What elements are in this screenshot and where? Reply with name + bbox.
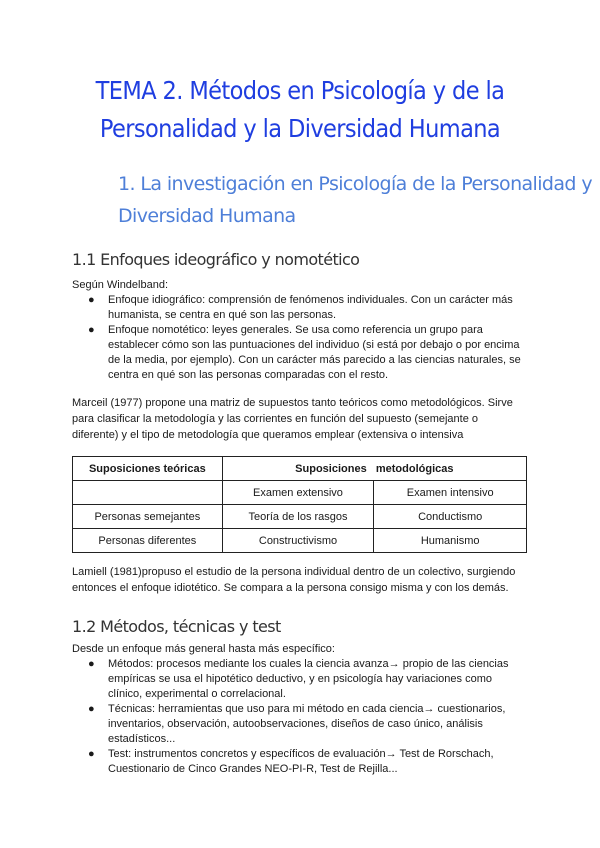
bullet-icon: ● — [88, 748, 95, 760]
subsection-1-2-heading: 1.2 Métodos, técnicas y test — [72, 617, 281, 636]
table-cell: Teoría de los rasgos — [222, 505, 374, 529]
table-cell-empty — [73, 481, 223, 505]
metodos-list — [72, 657, 532, 777]
lamiell-paragraph — [72, 564, 532, 596]
table-header-teoricas: Suposiciones teóricas — [73, 457, 223, 481]
table-row-label: Personas semejantes — [73, 505, 223, 529]
table-cell: Conductismo — [374, 505, 527, 529]
list-item-line: establecer cómo son las puntuaciones del individuo (si está por debajo o por encima — [108, 339, 520, 351]
subsection-1-2-intro: Desde un enfoque más general hasta más específico: — [72, 643, 335, 655]
marceil-paragraph — [72, 395, 532, 443]
paragraph-line: Marceil (1977) propone una matriz de supuestos tanto teóricos como metodológicos. Sirve — [72, 397, 513, 409]
paragraph-line: diferente) y el tipo de metodología que queramos emplear (extensiva o intensiva — [72, 429, 464, 441]
section-1-heading — [118, 168, 592, 232]
list-item-line: centra en qué son las personas comparadas con el resto. — [108, 369, 389, 381]
list-item-line: Enfoque idiográfico: comprensión de fenómenos individuales. Con un carácter más — [108, 294, 513, 306]
table-row — [73, 505, 527, 529]
enfoques-list — [72, 293, 532, 383]
list-item — [72, 702, 532, 747]
bullet-icon: ● — [88, 294, 95, 306]
title-line-2: Personalidad y la Diversidad Humana — [99, 114, 501, 143]
list-item-line: Técnicas: herramientas que uso para mi método en cada ciencia→ cuestionarios, — [108, 703, 506, 715]
list-item-line: Métodos: procesos mediante los cuales la ciencia avanza→ propio de las ciencias — [108, 658, 509, 670]
list-item-line: empíricas se usa el hipotético deductivo, y en psicología hay variaciones como — [108, 673, 492, 685]
bullet-icon: ● — [88, 658, 95, 670]
paragraph-line: Lamiell (1981)propuso el estudio de la persona individual dentro de un colectivo, surgiendo — [72, 566, 516, 578]
list-item-line: inventarios, observación, autoobservaciones, diseños de caso único, análisis — [108, 718, 483, 730]
section-1-heading-line-1: 1. La investigación en Psicología de la Personalidad y — [118, 173, 592, 195]
section-1-heading-line-2: Diversidad Humana — [118, 205, 296, 227]
list-item-line: Enfoque nomotético: leyes generales. Se usa como referencia un grupo para — [108, 324, 483, 336]
subsection-1-1-intro: Según Windelband: — [72, 279, 169, 291]
table-row — [73, 529, 527, 553]
list-item-line: humanista, se centra en qué son las personas. — [108, 309, 337, 321]
marceil-matrix-table — [72, 456, 527, 553]
paragraph-line: para clasificar la metodología y las corrientes en función del supuesto (semejante o — [72, 413, 479, 425]
list-item-line: estadísticos... — [108, 733, 176, 745]
list-item — [72, 657, 532, 702]
table-row-label: Personas diferentes — [73, 529, 223, 553]
table-subheader-intensivo: Examen intensivo — [374, 481, 527, 505]
table-subheader-extensivo: Examen extensivo — [222, 481, 374, 505]
bullet-icon: ● — [88, 703, 95, 715]
table-header-metodologicas: Suposiciones metodológicas — [222, 457, 526, 481]
list-item-line: Test: instrumentos concretos y específicos de evaluación→ Test de Rorschach, — [108, 748, 494, 760]
paragraph-line: entonces el enfoque idiotético. Se compara a la persona consigo misma y con los demás. — [72, 582, 509, 594]
list-item-line: Cuestionario de Cinco Grandes NEO-PI-R, Test de Rejilla... — [108, 763, 398, 775]
list-item — [72, 323, 532, 383]
table-cell: Humanismo — [374, 529, 527, 553]
table-header-row — [73, 457, 527, 481]
list-item — [72, 747, 532, 777]
subsection-1-1-heading: 1.1 Enfoques ideográfico y nomotético — [72, 250, 360, 269]
list-item — [72, 293, 532, 323]
title-line-1: TEMA 2. Métodos en Psicología y de la — [95, 76, 505, 105]
list-item-line: de la media, por ejemplo). Con un carácter más parecido a las ciencias naturales, se — [108, 354, 521, 366]
table-subheader-row — [73, 481, 527, 505]
bullet-icon: ● — [88, 324, 95, 336]
table-cell: Constructivismo — [222, 529, 374, 553]
list-item-line: clínico, experimental o correlacional. — [108, 688, 286, 700]
document-title — [60, 72, 540, 148]
